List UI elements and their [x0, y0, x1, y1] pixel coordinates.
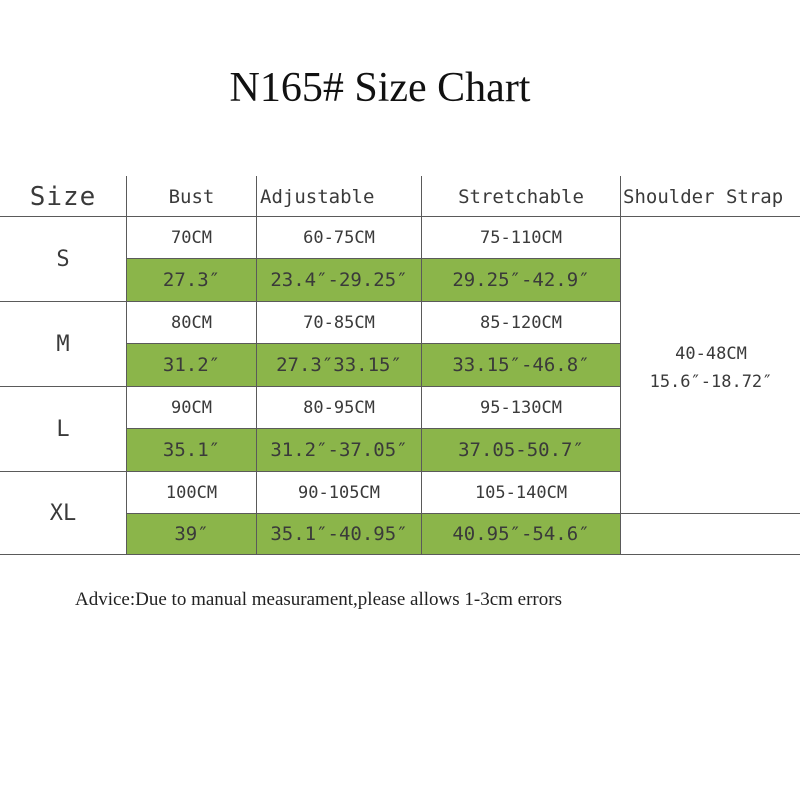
header-adjustable: Adjustable [260, 186, 375, 208]
chart-title: N165# Size Chart [229, 65, 531, 111]
header-size: Size [29, 182, 97, 212]
size-label: XL [49, 500, 77, 526]
header-bust: Bust [168, 186, 215, 208]
adjustable-cm-cell: 90-105CM [298, 482, 380, 503]
bust-cm-cell: 70CM [171, 227, 212, 248]
grid-line [0, 554, 800, 555]
stretchable-cm-cell: 95-130CM [480, 397, 562, 418]
header-shoulder-strap: Shoulder Strap [623, 186, 784, 208]
bust-inch-cell: 39″ [174, 523, 209, 545]
bust-inch-cell: 31.2″ [162, 354, 221, 376]
stretchable-cm-cell: 85-120CM [480, 312, 562, 333]
stretchable-inch-cell: 29.25″-42.9″ [452, 269, 590, 291]
header-stretchable: Stretchable [458, 186, 584, 208]
size-label: M [56, 331, 70, 357]
shoulder-strap-cm: 40-48CM [675, 344, 747, 364]
size-label: S [56, 246, 70, 272]
adjustable-inch-cell: 35.1″-40.95″ [270, 523, 408, 545]
bust-cm-cell: 90CM [171, 397, 212, 418]
shoulder-strap-inch: 15.6″-18.72″ [649, 372, 773, 392]
size-label: L [56, 416, 70, 442]
adjustable-cm-cell: 70-85CM [303, 312, 375, 333]
stretchable-cm-cell: 105-140CM [474, 482, 568, 503]
stretchable-inch-cell: 40.95″-54.6″ [452, 523, 590, 545]
stretchable-inch-cell: 33.15″-46.8″ [452, 354, 590, 376]
bust-inch-cell: 27.3″ [162, 269, 221, 291]
stretchable-cm-cell: 75-110CM [480, 227, 562, 248]
adjustable-inch-cell: 31.2″-37.05″ [270, 439, 408, 461]
grid-line [620, 176, 621, 555]
stretchable-inch-cell: 37.05-50.7″ [458, 439, 584, 461]
shoulder-strap-value [622, 340, 800, 396]
advice-note: Advice:Due to manual measurament,please allows 1-3cm errors [75, 589, 562, 610]
adjustable-inch-cell: 23.4″-29.25″ [270, 269, 408, 291]
adjustable-cm-cell: 80-95CM [303, 397, 375, 418]
bust-cm-cell: 80CM [171, 312, 212, 333]
bust-inch-cell: 35.1″ [162, 439, 221, 461]
adjustable-cm-cell: 60-75CM [303, 227, 375, 248]
bust-cm-cell: 100CM [165, 482, 218, 503]
adjustable-inch-cell: 27.3″33.15″ [276, 354, 402, 376]
